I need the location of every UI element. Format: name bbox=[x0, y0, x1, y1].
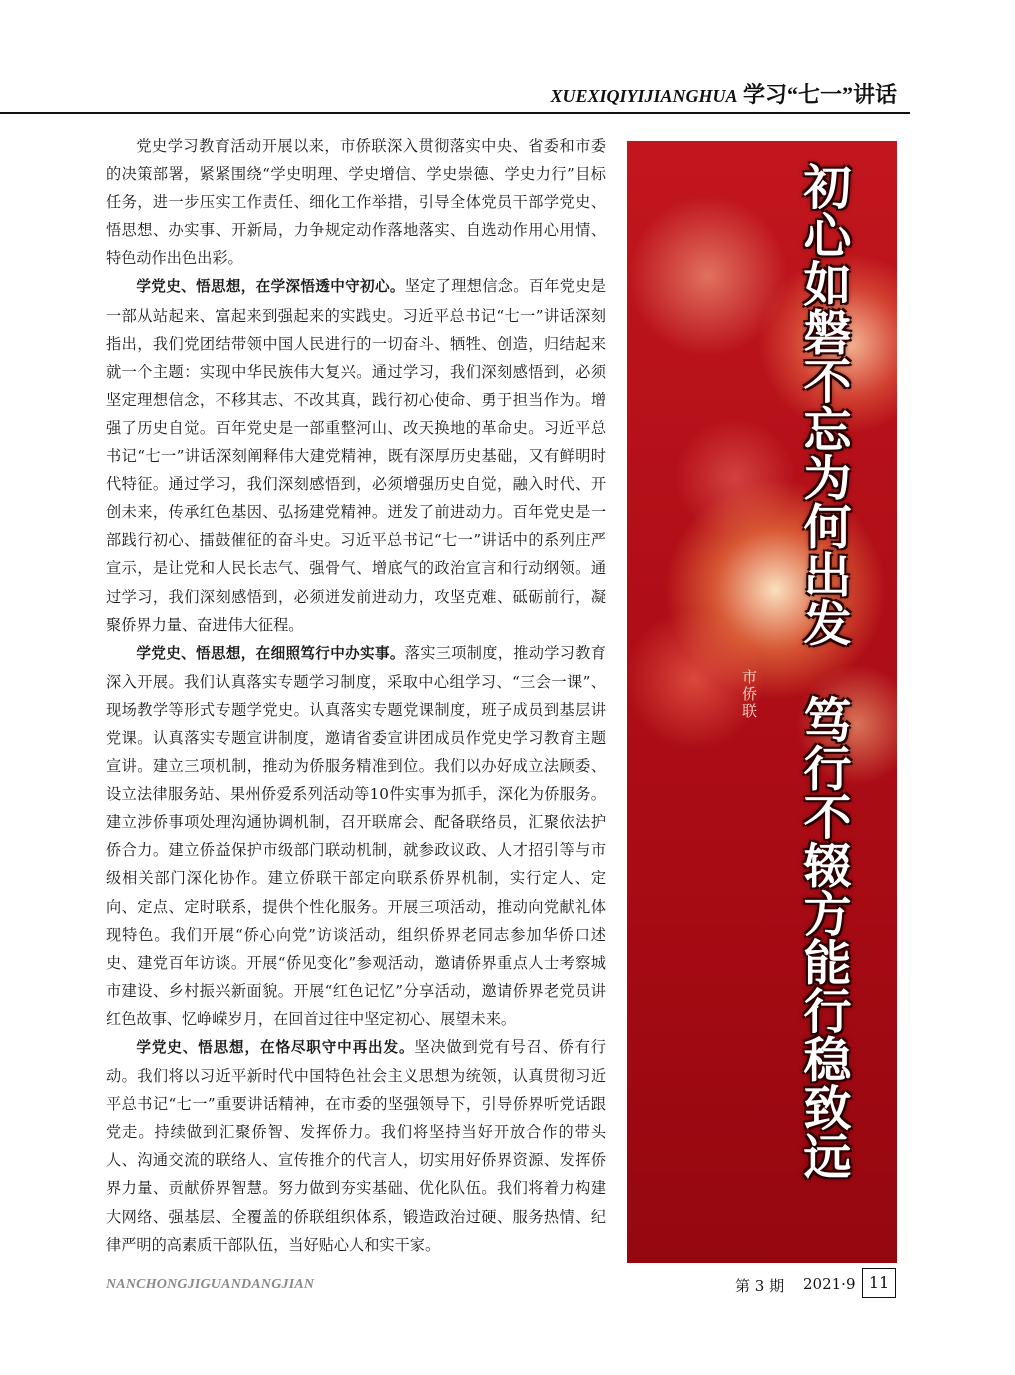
footer-date: 2021·9 bbox=[803, 1275, 856, 1293]
article-paragraph bbox=[106, 1033, 606, 1259]
title-line-1: 初心如磐不忘为何出发 bbox=[795, 162, 851, 647]
article-paragraph bbox=[106, 272, 606, 638]
article-paragraph bbox=[106, 639, 606, 1033]
paragraph-lead: 学党史、悟思想，在细照笃行中办实事。 bbox=[136, 644, 405, 662]
header-section-title: 学习“七一”讲话 bbox=[737, 82, 897, 107]
article-body bbox=[106, 132, 606, 1259]
footer-issue: 第 3 期 bbox=[735, 1277, 785, 1295]
article-paragraph bbox=[106, 132, 606, 272]
paragraph-lead: 学党史、悟思想，在学深悟透中守初心。 bbox=[136, 278, 405, 296]
section-header bbox=[550, 78, 897, 109]
paragraph-text: 党史学习教育活动开展以来，市侨联深入贯彻落实中央、省委和市委的决策部署，紧紧围绕“学史明理、学史增信、学史崇德、学史力行”目标任务，进一步压实工作责任、细化工作举措，引导全体党员干部学党史、悟思想、办实事、开新局，力争规定动作落地落实、自选动作用心用情、特色动作出色出彩。 bbox=[106, 137, 606, 268]
paragraph-text: 落实三项制度，推动学习教育深入开展。我们认真落实专题学习制度，采取中心组学习、“三会一课”、现场教学等形式专题学党史。认真落实专题党课制度，班子成员到基层讲党课。认真落实专题宣讲制度，邀请省委宣讲团成员作党史学习教育主题宣讲。建立三项机制，推动为侨服务精准到位。我们以办好成立法顾委、设立法律服务站、果州侨爱系列活动等10件实事为抓手，深化为侨服务。建立涉侨事项处理沟通协调机制，召开联席会、配备联络员，汇聚依法护侨合力。建立侨益保护市级部门联动机制，就参政议政、人才招引等与市级相关部门深化协作。建立侨联干部定向联系侨界机制，实行定人、定向、定点、定时联系，提供个性化服务。开展三项活动，推动向党献礼体现特色。我们开展“侨心向党”访谈活动，组织侨界老同志参加华侨口述史、建党百年访谈。开展“侨见变化”参观活动，邀请侨界重点人士考察城市建设、乡村振兴新面貌。开展“红色记忆”分享活动，邀请侨界老党员讲红色故事、忆峥嵘岁月，在回首过往中坚定初心、展望未来。 bbox=[106, 643, 606, 1028]
title-line-2: 笃行不辍方能行稳致远 bbox=[795, 695, 851, 1180]
paragraph-text: 坚定了理想信念。百年党史是一部从站起来、富起来到强起来的实践史。习近平总书记“七一”讲话深刻指出，我们党团结带领中国人民进行的一切奋斗、牺牲、创造，归结起来就一个主题：实现中华民族伟大复兴。通过学习，我们深刻感悟到，必须坚定理想信念，不移其志、不改其真，践行初心使命、勇于担当作为。增强了历史自觉。百年党史是一部重整河山、改天换地的革命史。习近平总书记“七一”讲话深刻阐释伟大建党精神，既有深厚历史基础，又有鲜明时代特征。通过学习，我们深刻感悟到，必须增强历史自觉，融入时代、开创未来，传承红色基因、弘扬建党精神。迸发了前进动力。百年党史是一部践行初心、擂鼓催征的奋斗史。习近平总书记“七一”讲话中的系列庄严宣示，是让党和人民长志气、强骨气、增底气的政治宣言和行动纲领。通过学习，我们深刻感悟到，必须迸发前进动力，攻坚克难、砥砺前行，凝聚侨界力量、奋进伟大征程。 bbox=[106, 277, 606, 634]
paragraph-text: 坚决做到党有号召、侨有行动。我们将以习近平新时代中国特色社会主义思想为统领，认真贯彻习近平总书记“七一”重要讲话精神，在市委的坚强领导下，引导侨界听党话跟党走。持续做到汇聚侨智、发挥侨力。我们将坚持当好开放合作的带头人、沟通交流的联络人、宣传推介的代言人，切实用好侨界资源、发挥侨界力量、贡献侨界智慧。努力做到夯实基础、优化队伍。我们将着力构建大网络、强基层、全覆盖的侨联组织体系，锻造政治过硬、服务热情、纪律严明的高素质干部队伍，当好贴心人和实干家。 bbox=[106, 1038, 606, 1254]
footer-magazine-name: NANCHONGJIGUANDANGJIAN bbox=[106, 1277, 315, 1292]
article-title bbox=[791, 162, 855, 1180]
title-panel bbox=[627, 141, 897, 1263]
page-number: 11 bbox=[862, 1268, 896, 1298]
byline: 市侨联 bbox=[740, 669, 758, 720]
header-rule bbox=[0, 112, 910, 114]
paragraph-lead: 学党史、悟思想，在恪尽职守中再出发。 bbox=[136, 1039, 415, 1056]
header-pinyin: XUEXIQIYIJIANGHUA bbox=[550, 86, 738, 106]
